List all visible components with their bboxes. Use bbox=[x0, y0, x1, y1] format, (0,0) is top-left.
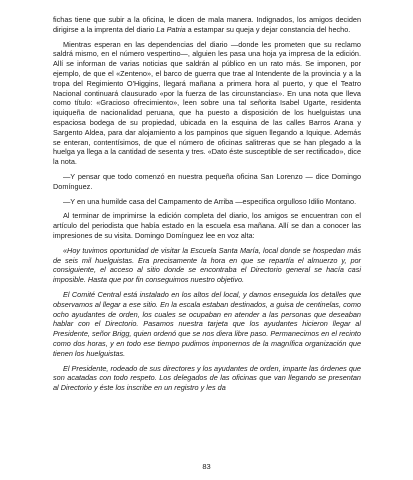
paragraph bbox=[53, 15, 361, 35]
page-number: 83 bbox=[202, 462, 211, 471]
paragraph bbox=[53, 246, 361, 285]
body-text bbox=[53, 15, 361, 398]
text-run: El Comité Central está instalado en los altos del local, y damos enseguida los detalles que observamos al llegar a ese sitio. En la escala estaban destinados, a guisa de centinelas, como ocho ayudantes de orden, los cuales se ocupaban en atender a las personas que deseaban hablar con el Directorio. Pasamos nuestra tarjeta que los ayudantes hicieron llegar al Presidente, señor Brigg, quien ordenó que se nos diera libre paso. Permanecimos en el recinto como dos horas, y en todo ese tiempo pudimos imponernos de la magnífica organización que tienen los huelguistas. bbox=[53, 289, 361, 358]
text-run: —Y pensar que todo comenzó en nuestra pequeña oficina San Lorenzo — dice Domingo Domínguez. bbox=[53, 171, 361, 191]
italic-text: La Patria bbox=[156, 24, 186, 34]
paragraph bbox=[53, 364, 361, 393]
paragraph bbox=[53, 40, 361, 167]
text-run: a estampar su queja y dejar constancia del hecho. bbox=[185, 24, 351, 34]
paragraph bbox=[53, 211, 361, 240]
paragraph bbox=[53, 197, 361, 207]
text-run: —Y en una humilde casa del Campamento de Arriba —especifica orgulloso Idilio Montano. bbox=[63, 196, 357, 206]
paragraph bbox=[53, 172, 361, 192]
text-run: «Hoy tuvimos oportunidad de visitar la Escuela Santa María, local donde se hospedan más de seis mil huelguistas. Era precisamente la hora en que se repartía el almuerzo y, por consiguiente, el acceso al sitio donde se encontraba el Directorio general se hacía casi imposible. Hasta que por fin conseguimos nuestro objetivo. bbox=[53, 245, 361, 285]
text-run: Al terminar de imprimirse la edición completa del diario, los amigos se encuentran con el artículo del periodista que había estado en la escuela esa mañana. Allí se dan a conocer las impresiones de su visita. Domingo Domínguez lee en voz alta: bbox=[53, 211, 361, 240]
text-run: fichas tiene que subir a la oficina, le dicen de mala manera. Indignados, los amigos deciden dirigirse a la imprenta del diario bbox=[53, 15, 361, 34]
text-run: El Presidente, rodeado de sus directores y los ayudantes de orden, imparte las órdenes que son acatadas con todo respeto. Los delegados de las oficinas que van llegando se presentan al Directorio y éste los inscribe en un registro y les da bbox=[53, 363, 361, 393]
text-run: Mientras esperan en las dependencias del diario —donde les prometen que su reclamo saldrá mismo, en el número vespertino—, alguien les pasa una hoja ya impresa de la edición. Allí se informan de varias noticias que saldrán al público en un rato más. Se imponen, por ejemplo, de que el «Zenteno», el barco de guerra que trae al Intendente de la provincia y a la tropa del Regimiento O'Higgins, llegará mañana a primera hora al puerto, y que el Teatro Nacional continuará clausurado «por la fuerza de las circunstancias». En una nota que lleva como título: «Gracioso ofrecimiento», leen sobre una tal señorita Isabel Ugarte, residenta iquiqueña de nacionalidad peruana, que ha puesto a disposición de los huelguistas una espaciosa bodega de su propiedad, ubicada en la esquina de las calles Barros Arana y Sargento Aldea, para dar alojamiento a los pampinos que siguen llegando a Iquique. Además se enteran, contentísimos, de que el número de oficinas salitreras que se han plegado a la huelga ya llega a la cantidad de sesenta y tres. «Dato éste susceptible de ser rectificado», dice la nota. bbox=[53, 39, 361, 167]
paragraph bbox=[53, 290, 361, 359]
